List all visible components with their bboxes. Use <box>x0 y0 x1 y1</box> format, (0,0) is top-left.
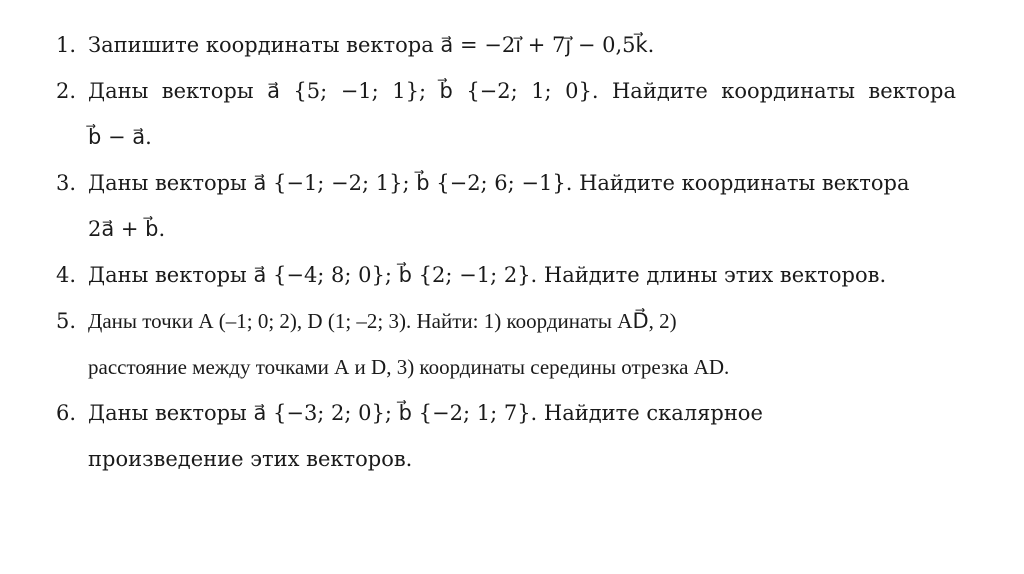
task-item-6 <box>56 390 956 482</box>
task-number: 5. <box>56 309 77 333</box>
task-text-line: Даны векторы a⃗ {−1; −2; 1}; b⃗ {−2; 6; −1}. Найдите координаты вектора <box>88 171 910 195</box>
task-text-line: Даны точки А (–1; 0; 2), D (1; –2; 3). Найти: 1) координаты AD⃗, 2) <box>88 309 677 333</box>
task-text-line: 2a⃗ + b⃗. <box>88 217 166 241</box>
task-number: 1. <box>56 33 77 57</box>
task-number: 6. <box>56 401 77 425</box>
task-number: 3. <box>56 171 77 195</box>
task-number: 4. <box>56 263 77 287</box>
task-text-line: произведение этих векторов. <box>88 447 413 471</box>
task-item-1 <box>56 22 956 68</box>
task-item-2 <box>56 68 956 160</box>
task-number: 2. <box>56 79 77 103</box>
task-list <box>56 22 956 482</box>
task-item-3 <box>56 160 956 252</box>
task-text-line: Даны векторы a⃗ {−4; 8; 0}; b⃗ {2; −1; 2}. Найдите длины этих векторов. <box>88 263 887 287</box>
task-item-4 <box>56 252 956 298</box>
task-text-line: Даны векторы a⃗ {−3; 2; 0}; b⃗ {−2; 1; 7}. Найдите скалярное <box>88 401 763 425</box>
task-text-line: b⃗ − a⃗. <box>88 125 152 149</box>
task-item-5 <box>56 298 956 390</box>
task-text-line: расстояние между точками А и D, 3) координаты середины отрезка AD. <box>88 355 730 379</box>
task-text-line: Запишите координаты вектора a⃗ = −2i⃗ + 7j⃗ − 0,5k⃗. <box>88 33 655 57</box>
task-text-line: Даны векторы a⃗ {5; −1; 1}; b⃗ {−2; 1; 0}. Найдите координаты вектора <box>88 79 956 103</box>
